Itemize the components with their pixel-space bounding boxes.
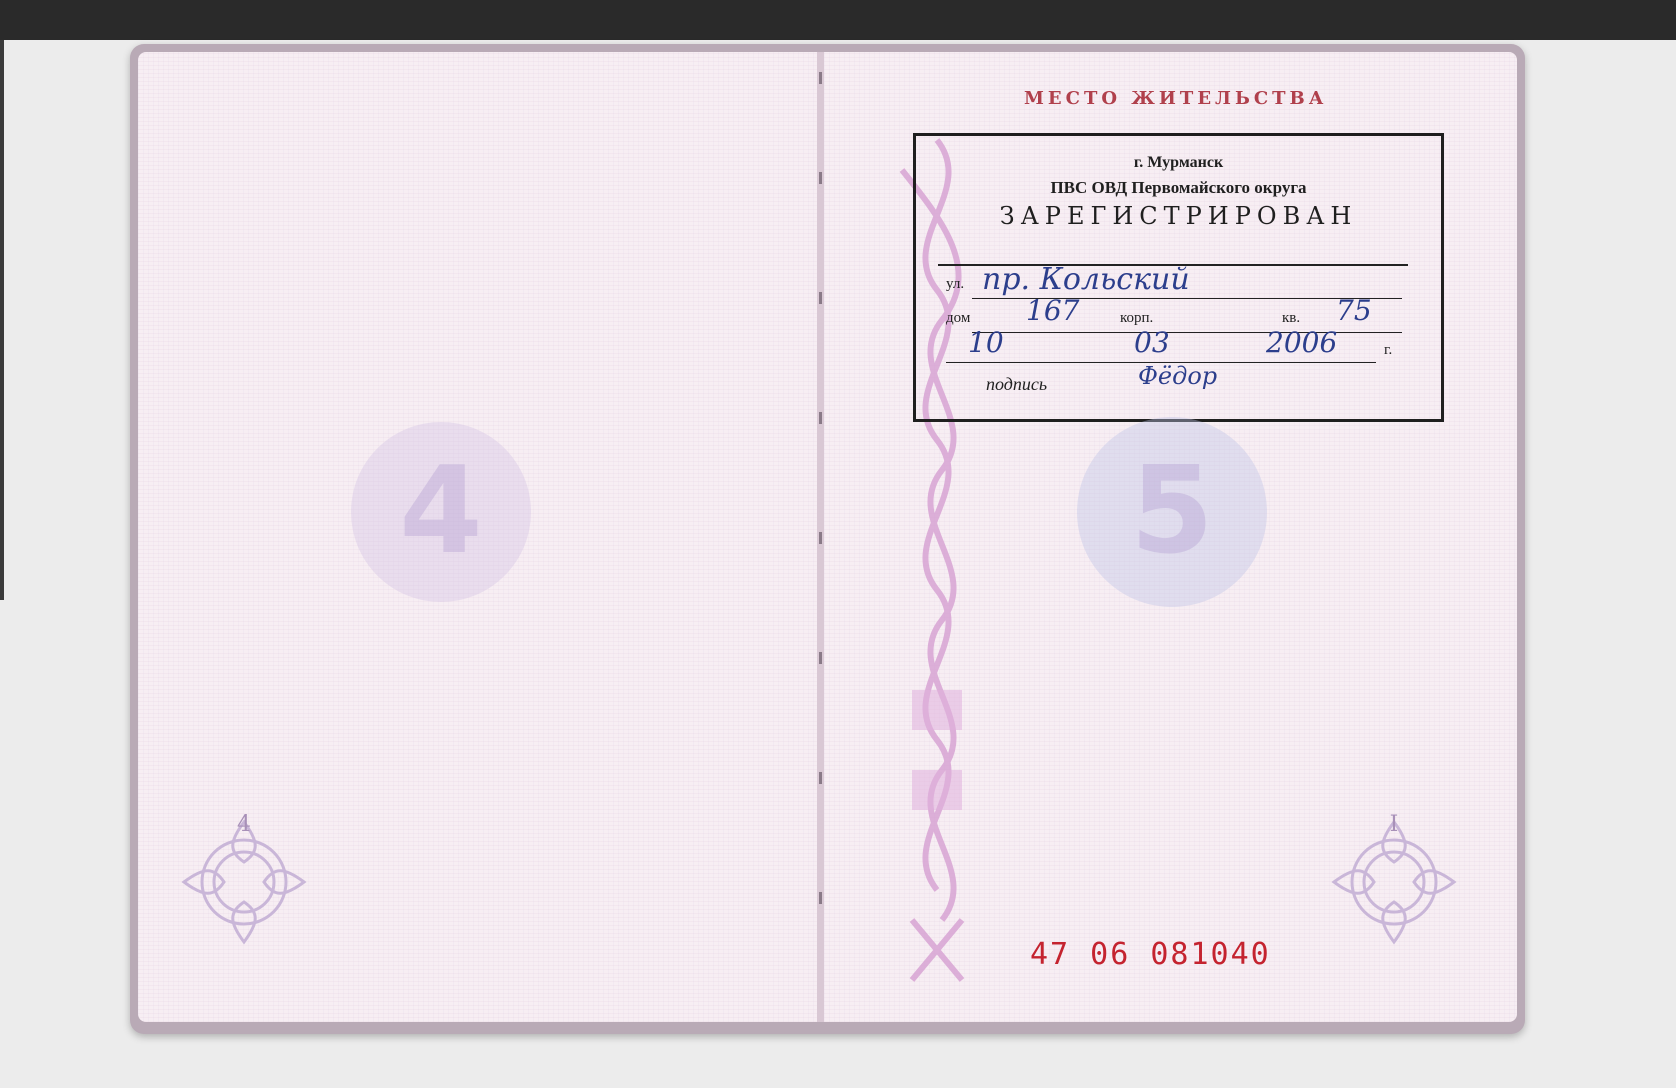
date-year: 2006 [1266, 326, 1338, 359]
rosette-page-number: I [1389, 812, 1399, 837]
korp-label: корп. [1120, 310, 1154, 326]
registration-stamp [913, 133, 1444, 422]
scanner-edge [0, 40, 4, 600]
street-value: пр. Кольский [982, 262, 1190, 297]
passport-booklet [130, 44, 1525, 1034]
residence-section-title: МЕСТО ЖИТЕЛЬСТВА [1024, 88, 1328, 109]
date-day: 10 [968, 326, 1004, 359]
stamp-status: ЗАРЕГИСТРИРОВАН [999, 202, 1358, 230]
rosette-emblem [1324, 812, 1464, 952]
house-value: 167 [1026, 294, 1080, 327]
street-label: ул. [946, 276, 965, 292]
passport-page-left [138, 52, 818, 1022]
stamp-office: ПВС ОВД Первомайского округа [1050, 178, 1307, 197]
house-label: дом [946, 310, 971, 326]
page-number-watermark: 4 [351, 422, 531, 602]
rosette-page-number: 4 [237, 812, 251, 837]
rosette-emblem [174, 812, 314, 952]
scanner-border [0, 0, 1676, 40]
passport-serial-number: 47 06 081040 [1030, 937, 1271, 972]
page-number-watermark: 5 [1077, 417, 1267, 607]
apt-label: кв. [1282, 310, 1301, 326]
date-month: 03 [1134, 326, 1170, 359]
signature: Фёдор [1138, 362, 1218, 390]
passport-page-right [824, 52, 1517, 1022]
stamp-city: г. Мурманск [1133, 154, 1224, 171]
signature-label: подпись [986, 374, 1048, 394]
year-suffix: г. [1384, 342, 1393, 358]
apt-value: 75 [1336, 294, 1372, 327]
